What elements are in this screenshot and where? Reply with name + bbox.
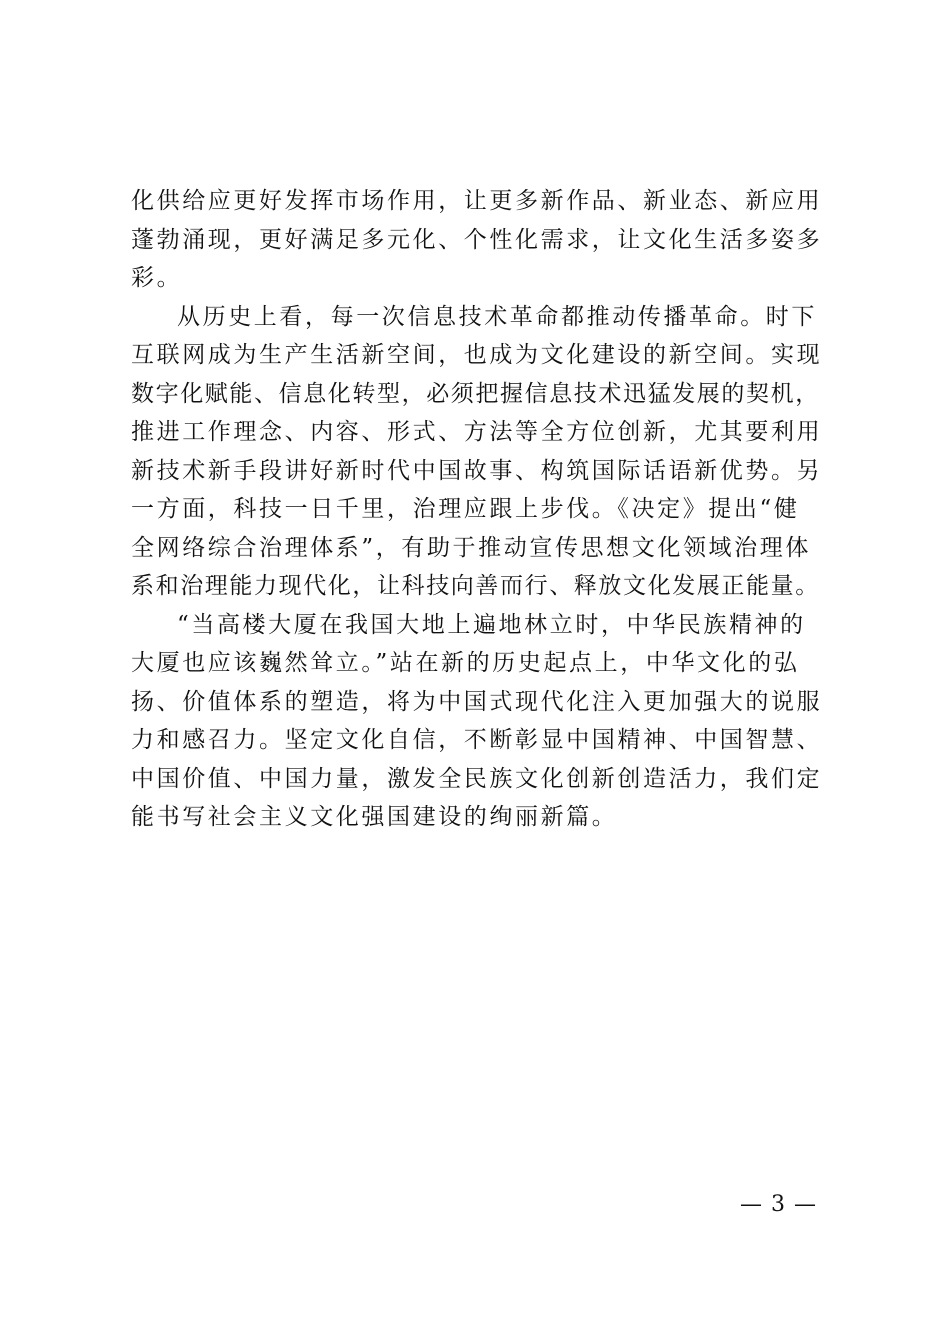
text-line: 全网络综合治理体系”，有助于推动宣传思想文化领域治理体 — [131, 534, 811, 561]
text-line: 新技术新手段讲好新时代中国故事、构筑国际话语新优势。另 — [131, 457, 823, 484]
document-body — [131, 182, 831, 837]
paragraph-1 — [131, 182, 831, 298]
text-line: 蓬勃涌现，更好满足多元化、个性化需求，让文化生活多姿多 — [131, 226, 823, 253]
paragraph-2 — [131, 298, 831, 606]
paragraph-3 — [131, 606, 831, 837]
text-line: 推进工作理念、内容、形式、方法等全方位创新，尤其要利用 — [131, 419, 823, 445]
text-line: 数字化赋能、信息化转型，必须把握信息技术迅猛发展的契机， — [131, 380, 820, 407]
text-line: 化供给应更好发挥市场作用，让更多新作品、新业态、新应用 — [131, 188, 823, 214]
text-line: 大厦也应该巍然耸立。”站在新的历史起点上，中华文化的弘 — [131, 650, 800, 676]
text-line: 中国价值、中国力量，激发全民族文化创新创造活力，我们定 — [131, 765, 823, 792]
text-line: 能书写社会主义文化强国建设的绚丽新篇。 — [131, 804, 618, 830]
text-line: 系和治理能力现代化，让科技向善而行、释放文化发展正能量。 — [131, 573, 820, 599]
text-line: 力和感召力。坚定文化自信，不断彰显中国精神、中国智慧、 — [131, 727, 823, 753]
text-line: 一方面，科技一日千里，治理应跟上步伐。《决定》提出“健 — [131, 496, 800, 522]
text-line: 彩。 — [131, 265, 183, 291]
text-line: “当高楼大厦在我国大地上遍地林立时，中华民族精神的 — [177, 611, 806, 638]
text-line: 扬、价值体系的塑造，将为中国式现代化注入更加强大的说服 — [131, 688, 823, 715]
text-line: 从历史上看，每一次信息技术革命都推动传播革命。时下 — [177, 303, 817, 330]
text-line: 互联网成为生产生活新空间，也成为文化建设的新空间。实现 — [131, 342, 823, 368]
page-number: — 3 — — [740, 1192, 817, 1217]
